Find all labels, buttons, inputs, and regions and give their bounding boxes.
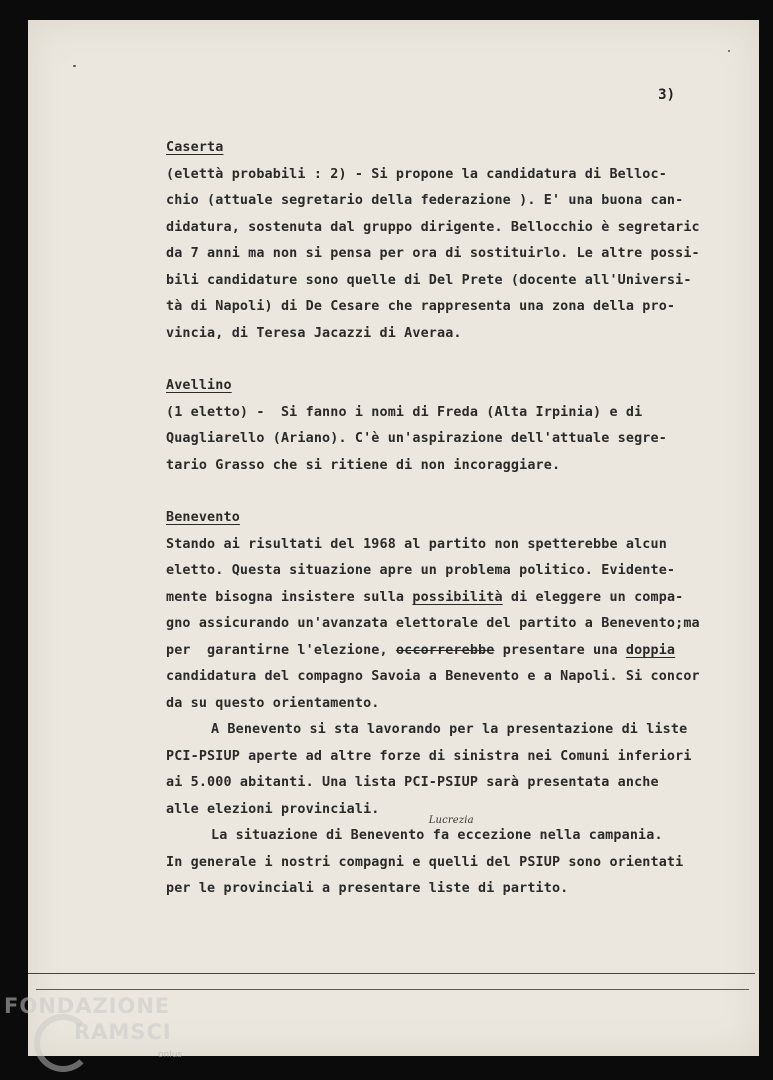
text-line: In generale i nostri compagni e quelli del PSIUP sono orientati xyxy=(166,854,684,870)
text-line: (elettà probabili : 2) - Si propone la candidatura di Belloc- xyxy=(166,166,667,182)
page-number: 3) xyxy=(658,87,675,103)
underlined-word: doppia xyxy=(625,642,676,658)
watermark-text: FONDAZIONE xyxy=(4,994,171,1018)
divider-line xyxy=(36,989,749,990)
document-body xyxy=(166,135,759,903)
struck-word: occorrerebbe xyxy=(395,642,495,658)
text-line: vincia, di Teresa Jacazzi di Averaa. xyxy=(166,325,462,341)
text-line: Stando ai risultati del 1968 al partito non spetterebbe alcun xyxy=(166,536,667,552)
section-heading: Avellino xyxy=(166,378,232,393)
text-line: Quagliarello (Ariano). C'è un'aspirazione dell'attuale segre- xyxy=(166,431,667,446)
text-line: A Benevento si sta lavorando per la presentazione di liste xyxy=(211,722,688,737)
paper-speck xyxy=(73,65,76,67)
handwritten-annotation: Lucrezia xyxy=(428,815,474,826)
text-line: da 7 anni ma non si pensa per ora di sostituirlo. Le altre possi- xyxy=(166,246,700,261)
text-line: ai 5.000 abitanti. Una lista PCI-PSIUP sarà presentata anche xyxy=(166,775,659,790)
text-line: tà di Napoli) di De Cesare che rappresenta una zona della pro- xyxy=(166,299,676,314)
section-caserta xyxy=(166,135,759,347)
text-line: per le provinciali a presentare liste di partito. xyxy=(166,881,569,896)
text-line: PCI-PSIUP aperte ad altre forze di sinistra nei Comuni inferiori xyxy=(166,748,692,764)
section-heading: Benevento xyxy=(166,510,240,525)
text-line: chio (attuale segretario della federazione ). E' una buona can- xyxy=(166,193,684,208)
section-benevento xyxy=(166,505,759,903)
text-line: eletto. Questa situazione apre un problema politico. Evidente- xyxy=(166,563,676,578)
divider-line xyxy=(28,973,755,974)
text-line: bili candidature sono quelle di Del Prete (docente all'Universi- xyxy=(166,272,692,288)
text-line: (1 eletto) - Si fanno i nomi di Freda (Alta Irpinia) e di xyxy=(166,404,643,420)
document-page xyxy=(28,20,759,1056)
text-line: tario Grasso che si ritiene di non incoraggiare. xyxy=(166,457,561,473)
paper-speck xyxy=(728,50,730,52)
watermark-logo xyxy=(4,994,204,1074)
text-line: La situazione di Benevento Lucrezia fa eccezione nella campania. xyxy=(166,823,759,850)
watermark-text: RAMSCI xyxy=(74,1020,172,1044)
text-line: didatura, sostenuta dal gruppo dirigente. Bellocchio è segretaric xyxy=(166,219,700,235)
text-line: mente bisogna insistere sulla possibilità di eleggere un compa- xyxy=(166,589,684,605)
underlined-word: possibilità xyxy=(412,589,503,605)
text-line: per garantirne l'elezione, occorrerebbe presentare una doppia xyxy=(166,642,676,658)
text-line: gno assicurando un'avanzata elettorale del partito a Benevento;ma xyxy=(166,616,700,631)
text-line: candidatura del compagno Savoia a Benevento e a Napoli. Si concor xyxy=(166,669,700,684)
watermark-subtext: onlus xyxy=(158,1050,183,1060)
section-avellino xyxy=(166,373,759,479)
section-heading: Caserta xyxy=(166,140,224,155)
text-line: da su questo orientamento. xyxy=(166,695,380,711)
text-line: alle elezioni provinciali. xyxy=(166,801,380,817)
